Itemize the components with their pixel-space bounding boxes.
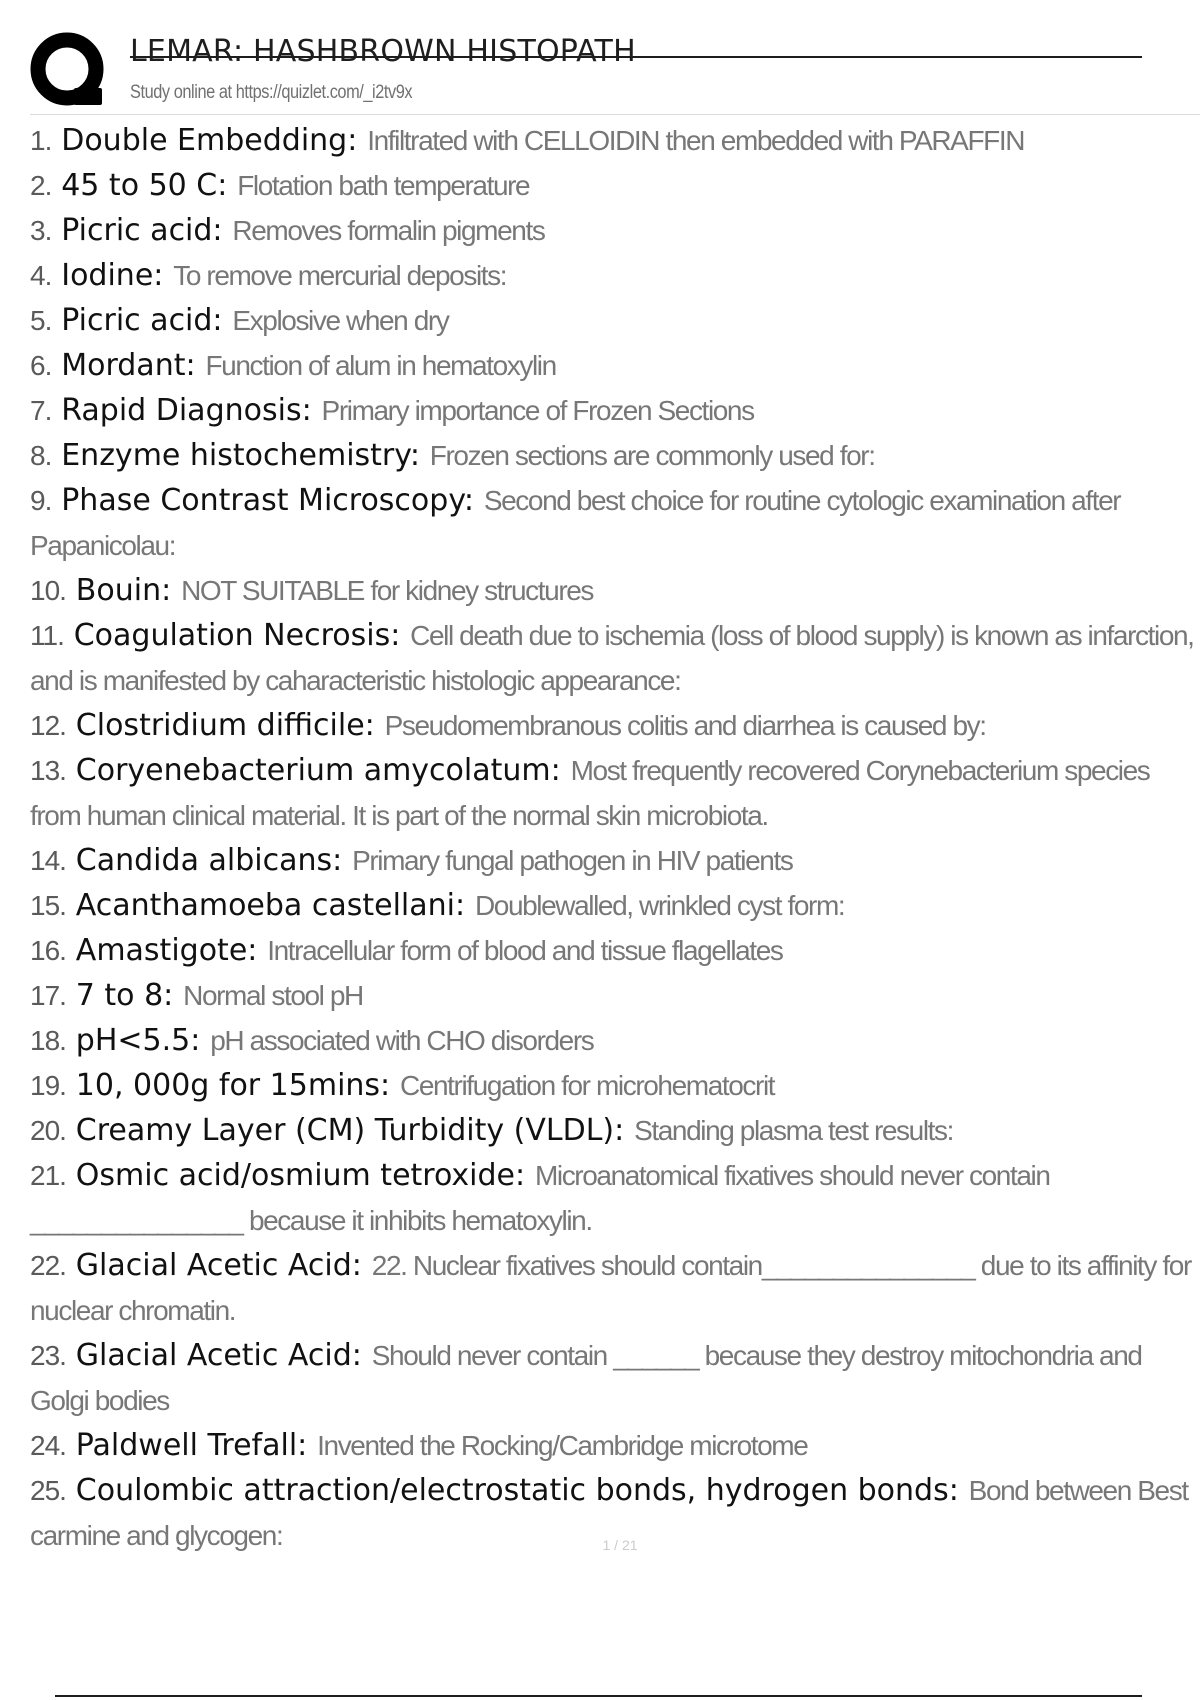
flashcard-item <box>30 433 1200 478</box>
item-number: 5. <box>30 305 52 336</box>
flashcard-item <box>30 748 1200 838</box>
item-number: 1. <box>30 125 52 156</box>
item-definition: Primary importance of Frozen Sections <box>321 395 754 426</box>
item-number: 7. <box>30 395 52 426</box>
item-term: 10, 000g for 15mins: <box>75 1068 391 1103</box>
item-definition: Pseudomembranous colitis and diarrhea is caused by: <box>384 710 986 741</box>
flashcard-item <box>30 613 1200 703</box>
item-number: 9. <box>30 485 52 516</box>
item-term: Amastigote: <box>75 933 258 968</box>
item-number: 19. <box>30 1070 66 1101</box>
flashcard-item <box>30 343 1200 388</box>
flashcard-item <box>30 118 1200 163</box>
item-number: 16. <box>30 935 66 966</box>
item-definition: Flotation bath temperature <box>237 170 530 201</box>
item-number: 15. <box>30 890 66 921</box>
flashcard-item <box>30 208 1200 253</box>
item-definition: Intracellular form of blood and tissue flagellates <box>267 935 783 966</box>
flashcard-item <box>30 298 1200 343</box>
item-term: Clostridium difficile: <box>75 708 375 743</box>
flashcard-item <box>30 163 1200 208</box>
flashcard-item <box>30 1108 1200 1153</box>
item-definition: Doublewalled, wrinkled cyst form: <box>474 890 845 921</box>
item-term: Phase Contrast Microscopy: <box>61 483 474 518</box>
item-term: Coagulation Necrosis: <box>73 618 401 653</box>
item-term: Rapid Diagnosis: <box>61 393 312 428</box>
item-number: 4. <box>30 260 52 291</box>
item-term: 45 to 50 C: <box>61 168 228 203</box>
flashcard-item <box>30 973 1200 1018</box>
flashcard-item <box>30 1063 1200 1108</box>
item-term: pH<5.5: <box>75 1023 201 1058</box>
item-term: Coryenebacterium amycolatum: <box>75 753 561 788</box>
flashcard-item <box>30 253 1200 298</box>
item-term: Osmic acid/osmium tetroxide: <box>75 1158 526 1193</box>
flashcard-item <box>30 883 1200 928</box>
item-term: Double Embedding: <box>61 123 358 158</box>
item-definition: pH associated with CHO disorders <box>210 1025 594 1056</box>
flashcard-item <box>30 478 1200 568</box>
item-term: Enzyme histochemistry: <box>61 438 420 473</box>
item-definition: Infiltrated with CELLOIDIN then embedded with PARAFFIN <box>367 125 1025 156</box>
flashcard-item <box>30 388 1200 433</box>
item-term: Glacial Acetic Acid: <box>75 1248 362 1283</box>
item-definition: Microanatomical fixatives should never contain _______________ because it inhibits hematoxylin. <box>30 1160 1050 1236</box>
page-number: 1 / 21 <box>602 1537 638 1553</box>
item-definition: Frozen sections are commonly used for: <box>429 440 875 471</box>
item-definition: Standing plasma test results: <box>634 1115 954 1146</box>
item-definition: Cell death due to ischemia (loss of blood supply) is known as infarction, and is manifested by caharacteristic histologic appearance: <box>30 620 1194 696</box>
item-term: Picric acid: <box>61 303 223 338</box>
item-term: Iodine: <box>61 258 164 293</box>
item-term: Coulombic attraction/electrostatic bonds, hydrogen bonds: <box>75 1473 959 1508</box>
footer-divider <box>55 1695 1142 1697</box>
flashcard-item <box>30 1423 1200 1468</box>
item-definition: Function of alum in hematoxylin <box>205 350 556 381</box>
item-term: Candida albicans: <box>75 843 343 878</box>
item-number: 12. <box>30 710 66 741</box>
item-definition: Centrifugation for microhematocrit <box>400 1070 775 1101</box>
item-number: 17. <box>30 980 66 1011</box>
item-term: Bouin: <box>75 573 172 608</box>
flashcard-item <box>30 1333 1200 1423</box>
flashcard-item <box>30 568 1200 613</box>
item-number: 25. <box>30 1475 66 1506</box>
item-definition: To remove mercurial deposits: <box>173 260 507 291</box>
item-number: 22. <box>30 1250 66 1281</box>
flashcard-item <box>30 1018 1200 1063</box>
item-definition: Invented the Rocking/Cambridge microtome <box>317 1430 808 1461</box>
item-term: Picric acid: <box>61 213 223 248</box>
item-definition: Normal stool pH <box>183 980 363 1011</box>
item-definition: Second best choice for routine cytologic examination after Papanicolau: <box>30 485 1121 561</box>
item-number: 6. <box>30 350 52 381</box>
item-definition: Primary fungal pathogen in HIV patients <box>352 845 793 876</box>
item-number: 18. <box>30 1025 66 1056</box>
item-definition: Explosive when dry <box>232 305 449 336</box>
item-number: 10. <box>30 575 66 606</box>
item-term: Creamy Layer (CM) Turbidity (VLDL): <box>75 1113 625 1148</box>
item-number: 11. <box>30 620 64 651</box>
item-number: 21. <box>30 1160 66 1191</box>
item-number: 23. <box>30 1340 66 1371</box>
study-online-link[interactable]: Study online at https://quizlet.com/_i2tv9x <box>130 82 413 103</box>
flashcard-list <box>30 118 1200 1558</box>
item-number: 24. <box>30 1430 66 1461</box>
item-term: Paldwell Trefall: <box>75 1428 308 1463</box>
item-term: Glacial Acetic Acid: <box>75 1338 362 1373</box>
flashcard-item <box>30 928 1200 973</box>
quizlet-logo-icon <box>30 32 112 114</box>
flashcard-item <box>30 1243 1200 1333</box>
item-term: 7 to 8: <box>75 978 174 1013</box>
flashcard-item <box>30 703 1200 748</box>
item-definition: Removes formalin pigments <box>232 215 545 246</box>
title-strike-rule <box>130 56 1142 58</box>
item-definition: 22. Nuclear fixatives should contain_______________ due to its affinity for nuclear chromatin. <box>30 1250 1191 1326</box>
item-number: 20. <box>30 1115 66 1146</box>
item-definition: NOT SUITABLE for kidney structures <box>181 575 594 606</box>
item-term: Mordant: <box>61 348 196 383</box>
header-divider <box>30 114 1200 115</box>
document-title: LEMAR: HASHBROWN HISTOPATH <box>130 34 636 69</box>
item-term: Acanthamoeba castellani: <box>75 888 466 923</box>
item-definition: Most frequently recovered Corynebacterium species from human clinical material. It is part of the normal skin microbiota. <box>30 755 1150 831</box>
item-number: 8. <box>30 440 52 471</box>
flashcard-item <box>30 1153 1200 1243</box>
item-definition: Bond between Best carmine and glycogen: <box>30 1475 1188 1551</box>
item-definition: Should never contain ______ because they destroy mitochondria and Golgi bodies <box>30 1340 1142 1416</box>
flashcard-item <box>30 838 1200 883</box>
item-number: 14. <box>30 845 66 876</box>
item-number: 13. <box>30 755 66 786</box>
item-number: 3. <box>30 215 52 246</box>
item-number: 2. <box>30 170 52 201</box>
